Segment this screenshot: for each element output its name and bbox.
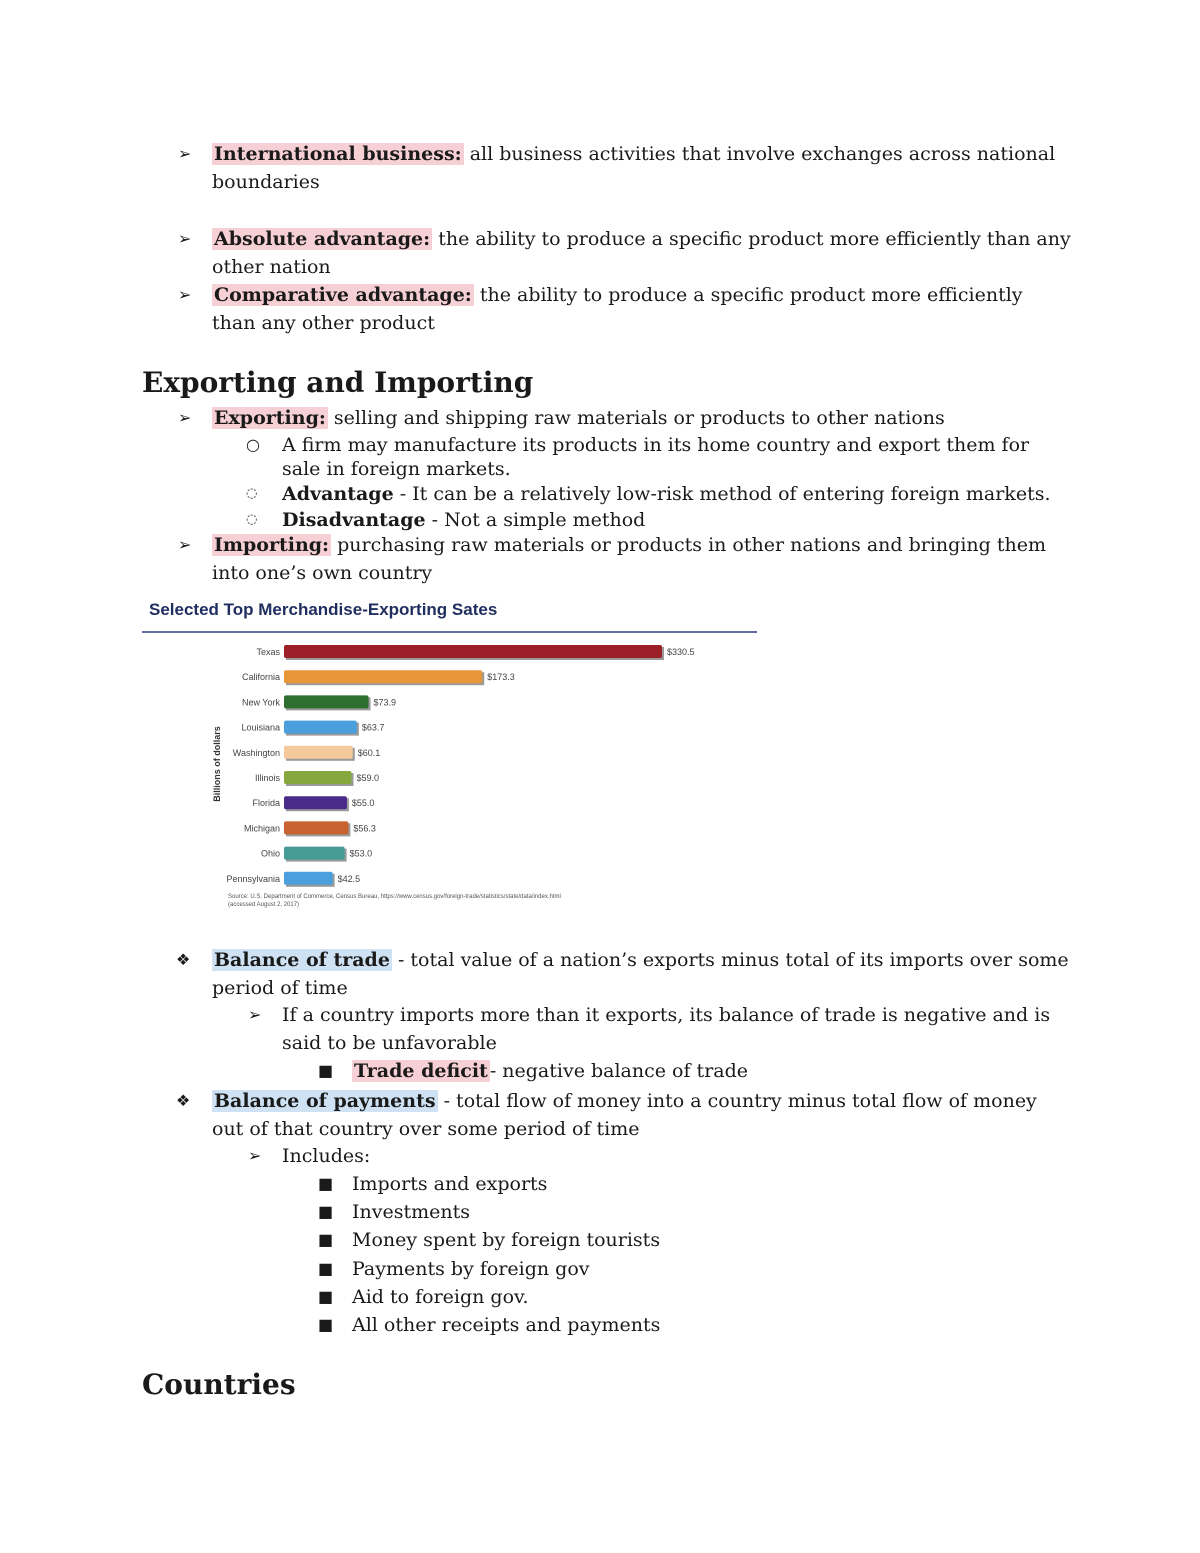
term-label: Balance of trade [214,949,390,971]
includes-list-item [318,1226,1052,1254]
term-label: Disadvantage [282,509,426,531]
list-item-text: Investments [352,1201,470,1223]
square-bullet-icon: ■ [318,1287,334,1306]
bar [284,695,369,708]
bar-value-label: $330.5 [667,647,695,657]
chart-title: Selected Top Merchandise-Exporting Sates [149,600,498,619]
bar [284,821,348,834]
square-bullet-icon: ■ [318,1202,334,1221]
square-bullet-icon: ■ [318,1259,334,1278]
list-item-text: Money spent by foreign tourists [352,1229,661,1251]
arrow-bullet-icon: ➢ [178,285,192,304]
definition-continuation: out of that country over some period of time [212,1118,640,1140]
exporting-item [178,404,1092,432]
definition-continuation: than any other product [212,312,435,334]
sub-item-continuation: said to be unfavorable [282,1032,497,1054]
definition-text: purchasing raw materials or products in other nations and bringing them [331,534,1046,556]
sub-item-text: If a country imports more than it exports, its balance of trade is negative and is [282,1004,1051,1026]
definition-text: selling and shipping raw materials or products to other nations [327,407,945,429]
term-label: Importing: [214,534,330,556]
includes-item [248,1142,1082,1170]
definition-comparative-advantage [178,281,1092,337]
bars-group [226,645,694,887]
list-item-text: Imports and exports [352,1173,548,1195]
balance-of-trade-sub-item [248,1001,1082,1057]
category-tick-label: Ohio [260,848,280,859]
includes-list-item [318,1198,1052,1226]
bar [284,771,351,784]
section-heading-countries: Countries [142,1368,296,1401]
definition-text: - total value of a nation’s exports minus total of its imports over some [391,949,1069,971]
category-tick-label: Pennsylvania [226,873,280,884]
trade-deficit-item [318,1057,1052,1085]
diamond-bullet-icon: ❖ [176,950,191,969]
definition-international-business [178,140,1092,196]
sub-item-text: - It can be a relatively low-risk method of entering foreign markets. [393,483,1051,505]
bar-value-label: $56.3 [353,823,376,834]
definition-text: the ability to produce a specific product more efficiently than any [432,228,1071,250]
list-item-text: All other receipts and payments [352,1314,661,1336]
bar-value-label: $53.0 [349,848,373,859]
bar-value-label: $73.9 [373,697,397,708]
category-tick-label: California [241,672,280,683]
definition-text: - total flow of money into a country minus total flow of money [437,1090,1037,1112]
bar-value-label: $55.0 [351,798,375,809]
includes-list-item [318,1283,1052,1311]
bar [284,721,357,734]
square-bullet-icon: ■ [318,1061,334,1080]
arrow-bullet-icon: ➢ [178,229,192,248]
sub-item-text: A firm may manufacture its products in its home country and export them for [282,434,1030,456]
category-tick-label: Texas [256,647,280,657]
square-bullet-icon: ■ [318,1230,334,1249]
chart-accessed-note: (accessed August 2, 2017) [228,902,300,908]
bar-value-label: $59.0 [356,773,380,783]
section-heading-exporting-importing: Exporting and Importing [142,366,534,399]
term-label: Advantage [282,483,394,505]
definition-continuation: boundaries [212,171,320,193]
term-label: International business: [214,143,462,165]
importing-item [178,531,1092,587]
arrow-bullet-icon: ➢ [248,1005,262,1024]
square-bullet-icon: ■ [318,1315,334,1334]
arrow-bullet-icon: ➢ [178,535,192,554]
includes-list-item [318,1311,1052,1339]
term-label: Exporting: [214,407,326,429]
diamond-bullet-icon: ❖ [176,1091,191,1110]
term-label: Comparative advantage: [214,284,472,306]
chart-source-note: Source: U.S. Department of Commerce, Census Bureau, https://www.census.gov/foreign-trade/statistics/state/data/index.html [228,894,561,900]
category-tick-label: Florida [252,798,280,809]
bar-value-label: $63.7 [361,722,385,733]
category-tick-label: Michigan [243,823,280,834]
disadvantage-item [246,508,1082,532]
balance-of-trade-item [176,946,1092,1002]
definition-text: - negative balance of trade [489,1060,749,1082]
bar-value-label: $173.3 [487,672,515,683]
term-label: Absolute advantage: [214,228,431,250]
includes-list-item [318,1170,1052,1198]
bar-value-label: $42.5 [337,873,361,884]
exports-bar-chart [142,596,762,916]
category-tick-label: Washington [232,747,280,758]
category-tick-label: Illinois [254,773,280,783]
bar [284,746,353,759]
bar-value-label: $60.1 [357,747,381,758]
bar [284,645,662,658]
list-item-text: Aid to foreign gov. [352,1286,529,1308]
definition-continuation: other nation [212,256,331,278]
category-tick-label: Louisiana [241,722,280,733]
advantage-item [246,482,1082,506]
term-label: Balance of payments [214,1090,436,1112]
balance-of-payments-item [176,1087,1092,1143]
term-label: Trade deficit [354,1060,488,1082]
definition-absolute-advantage [178,225,1092,281]
bar [284,670,482,683]
includes-label: Includes: [282,1145,371,1167]
bar [284,796,347,809]
definition-continuation: into one’s own country [212,562,433,584]
category-tick-label: New York [241,697,280,708]
arrow-bullet-icon: ➢ [178,408,192,427]
arrow-bullet-icon: ➢ [248,1146,262,1165]
definition-continuation: period of time [212,977,348,999]
square-bullet-icon: ■ [318,1174,334,1193]
circle-bullet-icon: ○ [246,435,260,454]
exporting-sub-item [246,433,1082,481]
bar [284,872,333,885]
list-item-text: Payments by foreign gov [352,1258,590,1280]
definition-text: the ability to produce a specific product more efficiently [473,284,1023,306]
y-axis-label: Billions of dollars [212,726,222,802]
dotted-circle-bullet-icon: ◌ [246,512,258,527]
includes-list-item [318,1255,1052,1283]
bar [284,847,345,860]
sub-item-continuation: sale in foreign markets. [282,458,511,480]
definition-text: all business activities that involve exchanges across national [463,143,1056,165]
sub-item-text: - Not a simple method [425,509,646,531]
chart-canvas [142,596,762,916]
arrow-bullet-icon: ➢ [178,144,192,163]
dotted-circle-bullet-icon: ◌ [246,486,258,501]
